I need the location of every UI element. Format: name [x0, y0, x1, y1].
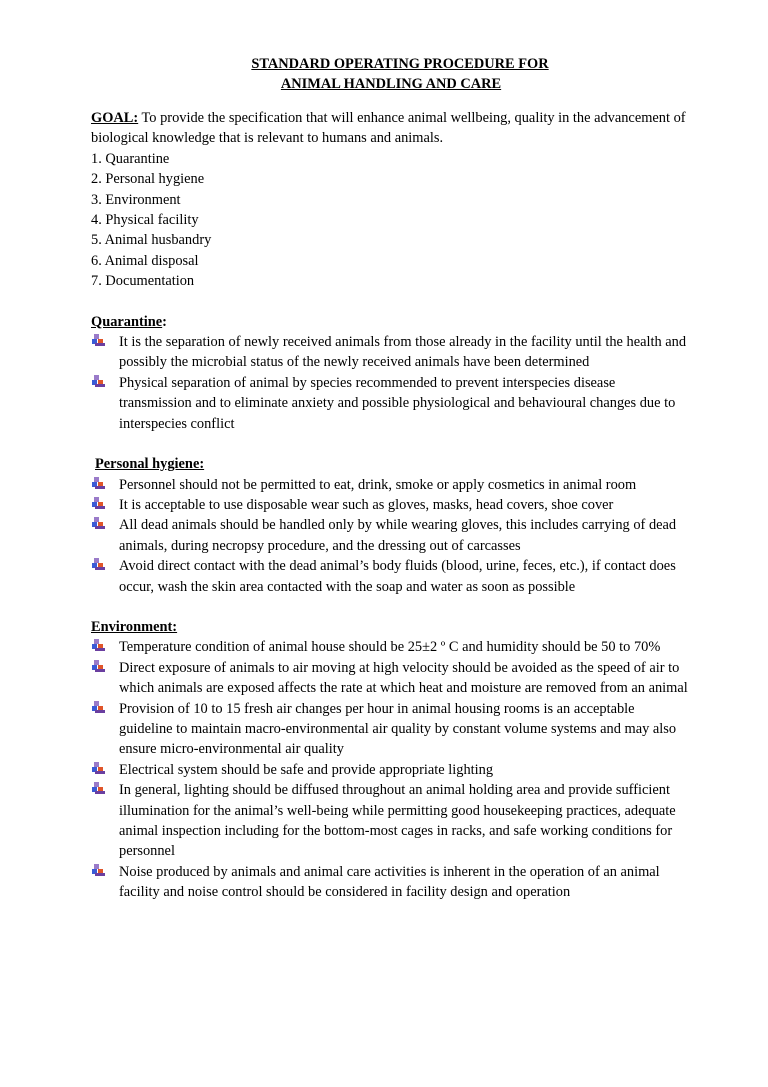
list-item [91, 658, 691, 699]
bullet-arrow-icon [92, 558, 106, 571]
item-text: Avoid direct contact with the dead animal’s body fluids (blood, urine, feces, etc.), if contact does occur, wash the skin area contacted with the soap and water as soon as possible [119, 558, 676, 595]
contents-list [91, 149, 691, 292]
list-item [91, 637, 691, 657]
document-title [91, 54, 691, 94]
bullet-arrow-icon [92, 334, 106, 347]
bullet-arrow-icon [92, 864, 106, 877]
contents-item: 3. Environment [91, 191, 181, 208]
goal-paragraph [91, 108, 691, 149]
list-item [91, 556, 691, 597]
environment-section [91, 617, 691, 903]
contents-item: 2. Personal hygiene [91, 171, 205, 188]
item-text: Direct exposure of animals to air moving at high velocity should be avoided as the speed of air to which animals are exposed affects the rate at which heat and moisture are removed from an animal [119, 659, 688, 697]
contents-item: 6. Animal disposal [91, 252, 199, 269]
bullet-arrow-icon [92, 639, 106, 652]
item-text: Personnel should not be permitted to eat, drink, smoke or apply cosmetics in animal room [119, 476, 637, 493]
list-item [91, 699, 691, 760]
item-text: Provision of 10 to 15 fresh air changes per hour in animal housing rooms is an acceptable guideline to maintain macro-environmental air quality by constant volume systems and may also ensure micro-environmental air quality [119, 700, 677, 758]
item-text: All dead animals should be handled only by while wearing gloves, this includes carrying of dead animals, during necropsy procedure, and the dressing out of carcasses [119, 517, 677, 554]
item-text: Electrical system should be safe and provide appropriate lighting [119, 761, 494, 778]
list-item [91, 515, 691, 556]
bullet-arrow-icon [92, 762, 106, 775]
list-item [91, 495, 691, 515]
goal-label: GOAL: [91, 110, 139, 126]
item-text: Temperature condition of animal house should be 25±2 º C and humidity should be 50 to 70% [119, 639, 661, 656]
item-text: Noise produced by animals and animal care activities is inherent in the operation of an animal facility and noise control should be considered in facility design and operation [119, 863, 660, 901]
goal-text: To provide the specification that will enhance animal wellbeing, quality in the advancement of biological knowledge that is relevant to humans and animals. [91, 110, 686, 147]
list-item [91, 760, 691, 780]
quarantine-heading: Quarantine [91, 313, 163, 330]
bullet-arrow-icon [92, 660, 106, 673]
contents-item: 5. Animal husbandry [91, 232, 212, 249]
title-line-2: ANIMAL HANDLING AND CARE [280, 76, 502, 92]
bullet-arrow-icon [92, 375, 106, 388]
contents-item: 4. Physical facility [91, 212, 199, 229]
list-item [91, 780, 691, 862]
bullet-arrow-icon [92, 701, 106, 714]
bullet-arrow-icon [92, 497, 106, 510]
section-heading [91, 312, 691, 332]
list-item [91, 475, 691, 495]
heading-colon: : [162, 313, 167, 330]
item-text: It is the separation of newly received animals from those already in the facility until the health and possibly the microbial status of the newly received animals have been determined [119, 334, 687, 371]
item-text: It is acceptable to use disposable wear such as gloves, masks, head covers, shoe cover [119, 496, 614, 513]
hygiene-heading: Personal hygiene: [95, 456, 205, 473]
quarantine-section [91, 312, 691, 434]
item-text: In general, lighting should be diffused throughout an animal holding area and provide sufficient illumination for the animal’s well-being while permitting good housekeeping practices, adequate animal inspection including for the bottom-most cages in racks, and safe working conditions for personnel [119, 782, 676, 860]
environment-heading: Environment: [91, 618, 178, 635]
list-item [91, 373, 691, 434]
bullet-arrow-icon [92, 517, 106, 530]
contents-item: 1. Quarantine [91, 150, 170, 167]
bullet-arrow-icon [92, 477, 106, 490]
list-item [91, 862, 691, 903]
hygiene-section [91, 454, 691, 597]
title-line-1: STANDARD OPERATING PROCEDURE FOR [251, 56, 549, 72]
list-item [91, 332, 691, 373]
contents-item: 7. Documentation [91, 273, 195, 290]
bullet-arrow-icon [92, 782, 106, 795]
item-text: Physical separation of animal by species recommended to prevent interspecies disease transmission and to eliminate anxiety and possible physiological and behavioural changes due to interspecies conflict [119, 374, 676, 432]
document-page [91, 54, 691, 903]
